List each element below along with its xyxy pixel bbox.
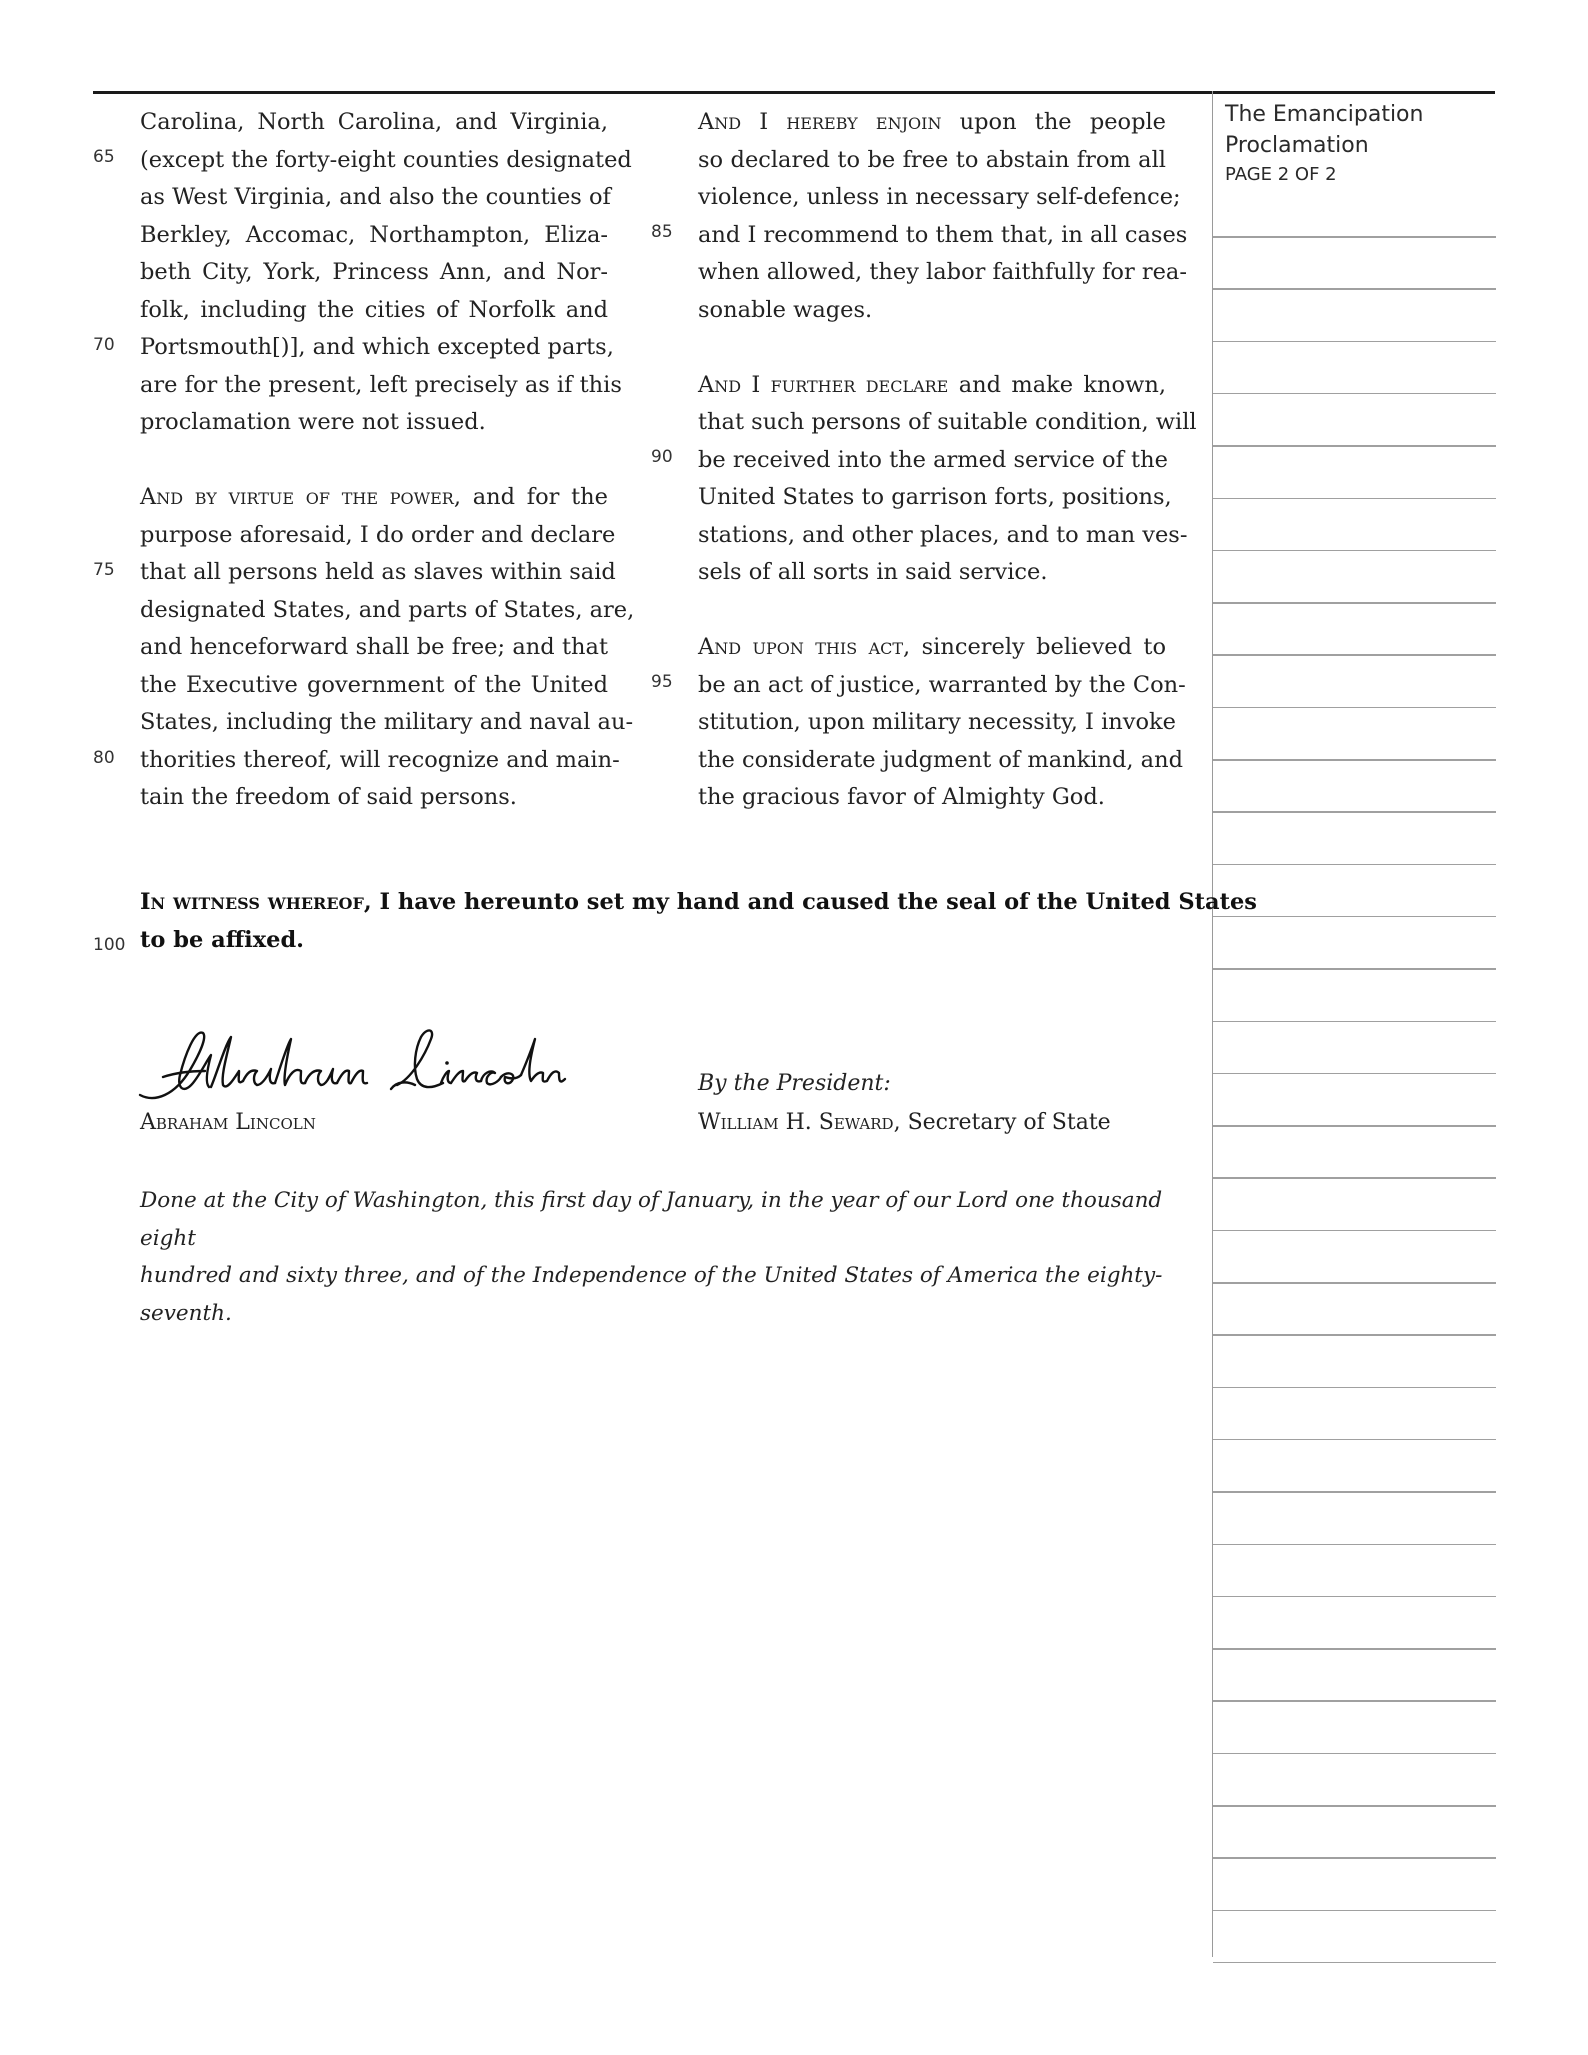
note-line (1213, 445, 1496, 447)
text-line: be received into the armed service of the (698, 446, 1168, 473)
paragraph-upon-this-act (698, 629, 1186, 817)
note-line (1213, 1962, 1496, 1964)
note-line (1213, 1491, 1496, 1493)
lead-rest: , sincerely believed to (903, 634, 1166, 660)
sidebar-title-line2: Proclamation (1225, 133, 1369, 158)
note-line (1213, 1334, 1496, 1336)
lead-rest: , and for the (453, 484, 608, 510)
lead-rest: and make known, (948, 371, 1166, 398)
text-line: folk, including the cities of Norfolk and (140, 296, 608, 323)
note-line (1213, 1596, 1496, 1598)
text-line: tain the freedom of said persons. (140, 784, 517, 810)
note-line (1213, 550, 1496, 552)
text-line: the considerate judgment of mankind, and (698, 746, 1183, 773)
sidebar-title-line1: The Emancipation (1225, 102, 1424, 127)
note-line (1213, 1753, 1496, 1755)
lead-rest: , I have hereunto set my hand and caused the seal of the United States (363, 889, 1257, 915)
paragraph-hereby-enjoin (698, 104, 1188, 329)
text-line: sels of all sorts in said service. (698, 559, 1048, 585)
lead-in: And by virtue of the power (140, 484, 454, 510)
text-line: when allowed, they labor faithfully for rea- (698, 259, 1187, 285)
line-number-85: 85 (651, 222, 673, 242)
note-line (1213, 811, 1496, 813)
text-line (140, 479, 608, 517)
text-line: stations, and other places, and to man ves- (698, 521, 1188, 548)
text-line: violence, unless in necessary self-defence; (698, 184, 1181, 210)
lead-in: And I further declare (698, 371, 949, 398)
note-line (1213, 393, 1496, 395)
left-column (140, 104, 635, 854)
text-line: proclamation were not issued. (140, 409, 486, 435)
text-line: Carolina, North Carolina, and Virginia, (140, 109, 608, 135)
text-line (140, 884, 1257, 922)
text-line: designated States, and parts of States, are, (140, 596, 635, 623)
note-line (1213, 1125, 1496, 1127)
paragraph-excepted-parts (140, 104, 632, 442)
note-line (1213, 1177, 1496, 1179)
line-number-80: 80 (93, 748, 115, 768)
dating-line-2: hundred and sixty three, and of the Independence of the United States of America the eighty-seventh. (140, 1263, 1163, 1326)
note-line (1213, 1910, 1496, 1912)
witness-clause (140, 884, 1257, 959)
line-number-95: 95 (651, 672, 673, 692)
text-line: so declared to be free to abstain from all (698, 146, 1166, 173)
text-line: purpose aforesaid, I do order and declare (140, 521, 616, 548)
lincoln-name: Abraham Lincoln (140, 1110, 316, 1135)
text-line: the Executive government of the United (140, 671, 608, 698)
text-line: to be affixed. (140, 926, 305, 953)
lincoln-signature-image (135, 1015, 605, 1115)
right-column (698, 104, 1197, 854)
note-line (1213, 916, 1496, 918)
note-line (1213, 236, 1496, 238)
note-line (1213, 1021, 1496, 1023)
text-line: beth City, York, Princess Ann, and Nor- (140, 259, 608, 285)
note-line (1213, 1439, 1496, 1441)
text-line: that all persons held as slaves within said (140, 559, 616, 585)
line-number-75: 75 (93, 560, 115, 580)
note-line (1213, 288, 1496, 290)
note-line (1213, 864, 1496, 866)
note-line (1213, 759, 1496, 761)
line-number-100: 100 (93, 935, 126, 955)
text-line: the gracious favor of Almighty God. (698, 784, 1105, 810)
seward-signature-line (698, 1110, 1111, 1135)
text-line: stitution, upon military necessity, I invoke (698, 709, 1176, 735)
lead-in: And I hereby enjoin (698, 109, 942, 135)
text-line: that such persons of suitable condition, will (698, 409, 1197, 435)
lead-rest: upon the people (941, 109, 1166, 135)
paragraph-by-virtue (140, 479, 635, 817)
dating-line-1: Done at the City of Washington, this first day of January, in the year of our Lord one thousand eight (140, 1188, 1163, 1251)
note-line (1213, 1544, 1496, 1546)
text-line: (except the forty-eight counties designated (140, 146, 632, 173)
note-line (1213, 498, 1496, 500)
note-line (1213, 1857, 1496, 1859)
text-line (698, 629, 1166, 667)
note-line (1213, 1282, 1496, 1284)
text-line: Portsmouth[)], and which excepted parts, (140, 334, 614, 360)
note-line (1213, 341, 1496, 343)
note-line (1213, 1073, 1496, 1075)
text-line: sonable wages. (698, 296, 873, 323)
text-line: and henceforward shall be free; and that (140, 634, 608, 660)
text-line: United States to garrison forts, positions, (698, 484, 1172, 510)
seward-title: , Secretary of State (893, 1110, 1111, 1135)
note-line (1213, 1387, 1496, 1389)
sidebar-title (1225, 99, 1423, 161)
note-line (1213, 1230, 1496, 1232)
by-the-president-label: By the President: (698, 1071, 891, 1096)
text-line: States, including the military and naval au- (140, 709, 634, 735)
lead-in: And upon this act (698, 634, 904, 660)
text-line: are for the present, left precisely as if this (140, 371, 622, 398)
page-indicator: PAGE 2 OF 2 (1225, 164, 1337, 185)
paragraph-further-declare (698, 367, 1197, 592)
text-line: and I recommend to them that, in all cases (698, 221, 1188, 248)
text-line (698, 104, 1166, 142)
text-line: as West Virginia, and also the counties of (140, 184, 611, 210)
dating-clause (140, 1182, 1166, 1332)
text-line: Berkley, Accomac, Northampton, Eliza- (140, 221, 608, 248)
note-line (1213, 1648, 1496, 1650)
note-line (1213, 1805, 1496, 1807)
note-line (1213, 602, 1496, 604)
lead-in: In witness whereof (140, 889, 364, 915)
line-number-70: 70 (93, 335, 115, 355)
line-number-65: 65 (93, 147, 115, 167)
note-line (1213, 1700, 1496, 1702)
note-line (1213, 707, 1496, 709)
sidebar-notes-panel (1212, 91, 1496, 1957)
seward-name: William H. Seward (698, 1110, 894, 1135)
line-number-90: 90 (651, 447, 673, 467)
note-line (1213, 654, 1496, 656)
text-line (698, 367, 1166, 405)
text-line: be an act of justice, warranted by the Con- (698, 671, 1186, 698)
text-line: thorities thereof, will recognize and main- (140, 746, 620, 773)
note-line (1213, 968, 1496, 970)
